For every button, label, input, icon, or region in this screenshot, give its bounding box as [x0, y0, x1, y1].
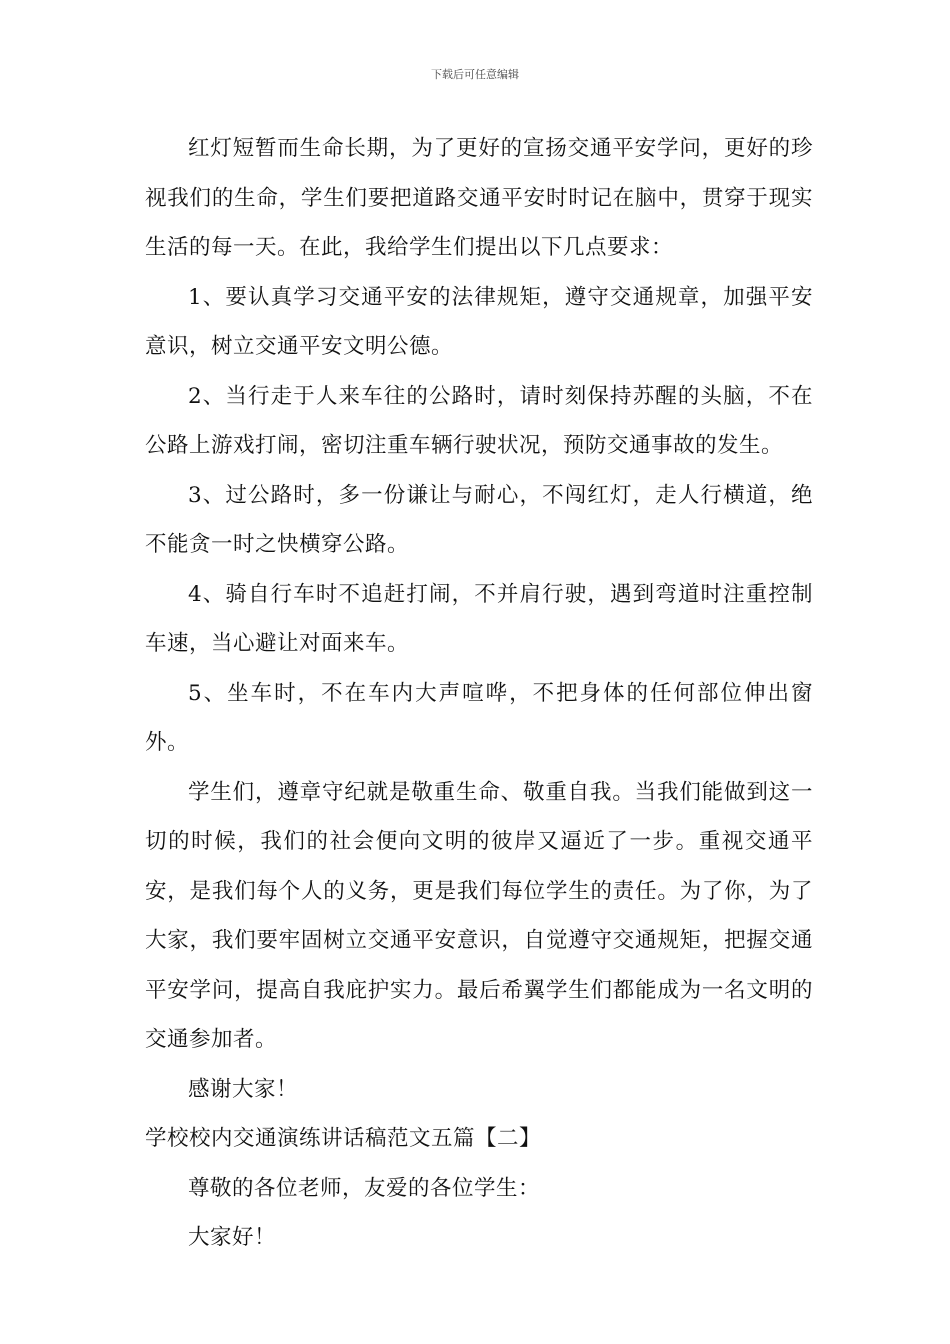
page-header-note: 下载后可任意编辑 — [431, 68, 519, 81]
section-title: 学校校内交通演练讲话稿范文五篇【二】 — [145, 1126, 542, 1151]
paragraph-item-5: 5、坐车时，不在车内大声喧哗，不把身体的任何部位伸出窗外。 — [145, 680, 813, 755]
greeting-line: 尊敬的各位老师，友爱的各位学生： — [188, 1175, 541, 1201]
paragraph-intro: 红灯短暂而生命长期，为了更好的宣扬交通平安学问，更好的珍视我们的生命，学生们要把道路交通平安时时记在脑中，贯穿于现实生活的每一天。在此，我给学生们提出以下几点要求： — [145, 136, 813, 260]
paragraph-conclusion: 学生们，遵章守纪就是敬重生命、敬重自我。当我们能做到这一切的时候，我们的社会便向文明的彼岸又逼近了一步。重视交通平安，是我们每个人的义务，更是我们每位学生的责任。为了你，为了大家，我们要牢固树立交通平安意识，自觉遵守交通规矩，把握交通平安学问，提高自我庇护实力。最后希翼学生们都能成为一名文明的交通参加者。 — [145, 779, 813, 1052]
paragraph-item-2: 2、当行走于人来车往的公路时，请时刻保持苏醒的头脑，不在公路上游戏打闹，密切注重车辆行驶状况，预防交通事故的发生。 — [145, 383, 813, 458]
paragraph-item-4: 4、骑自行车时不追赶打闹，不并肩行驶，遇到弯道时注重控制车速，当心避让对面来车。 — [145, 581, 813, 656]
document-body — [145, 124, 813, 1263]
hello-line: 大家好！ — [188, 1225, 277, 1250]
paragraph-item-1: 1、要认真学习交通平安的法律规矩，遵守交通规章，加强平安意识，树立交通平安文明公德。 — [145, 284, 813, 359]
paragraph-thanks: 感谢大家！ — [188, 1076, 299, 1102]
paragraph-item-3: 3、过公路时，多一份谦让与耐心，不闯红灯，走人行横道，绝不能贪一时之快横穿公路。 — [145, 482, 813, 557]
